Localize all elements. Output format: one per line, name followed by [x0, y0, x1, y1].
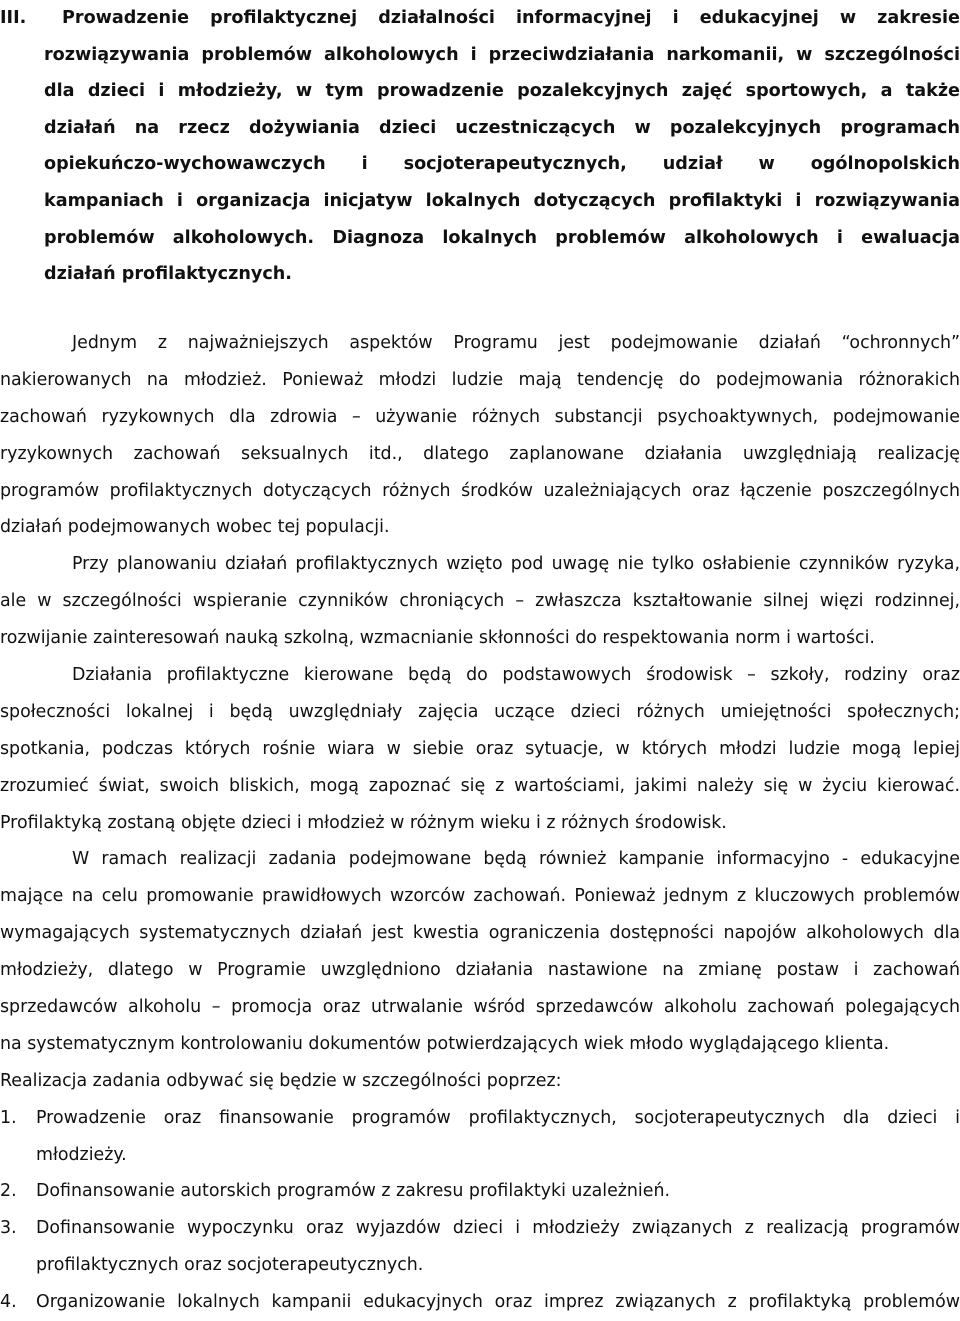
list-item-number: 4.: [0, 1292, 17, 1313]
paragraph-line: Przy planowaniu działań profilaktycznych wzięto pod uwagę nie tylko osłabienie czynników ryzyka,: [72, 554, 960, 575]
paragraph-line: Działania profilaktyczne kierowane będą do podstawowych środowisk – szkoły, rodziny oraz: [72, 665, 960, 686]
heading-line: III. Prowadzenie profilaktycznej działalności informacyjnej i edukacyjnej w zakresie: [0, 0, 960, 37]
paragraph-line: spotkania, podczas których rośnie wiara w siebie oraz sytuacje, w których młodzi ludzie mogą lepiej: [0, 738, 960, 759]
paragraph-line: rozwijanie zainteresowań nauką szkolną, wzmacnianie skłonności do respektowania norm i wartości.: [0, 628, 875, 649]
paragraph-line: wymagających systematycznych działań jest kwestia ograniczenia dostępności napojów alkoholowych dla: [0, 923, 960, 944]
list-item-number: 2.: [0, 1181, 17, 1202]
paragraph-line: działań podejmowanych wobec tej populacji.: [0, 517, 390, 538]
heading-line: opiekuńczo-wychowawczych i socjoterapeutycznych, udział w ogólnopolskich: [44, 154, 960, 175]
heading-line: kampaniach i organizacja inicjatyw lokalnych dotyczących profilaktyki i rozwiązywania: [44, 190, 960, 211]
heading-line: rozwiązywania problemów alkoholowych i przeciwdziałania narkomanii, w szczególności: [44, 44, 960, 65]
list-item-number: 1.: [0, 1107, 17, 1128]
paragraph-line: społeczności lokalnej i będą uwzględniały zajęcia uczące dzieci różnych umiejętności społecznych;: [0, 701, 960, 722]
list-item-number: 3.: [0, 1218, 17, 1239]
paragraph-line: na systematycznym kontrolowaniu dokumentów potwierdzających wiek młodo wyglądającego klienta.: [0, 1033, 890, 1054]
paragraph-line: zachowań ryzykownych dla zdrowia – używanie różnych substancji psychoaktywnych, podejmowanie: [0, 406, 960, 427]
list-item-continuation: młodzieży.: [36, 1144, 127, 1165]
paragraph-line: ryzykownych zachowań seksualnych itd., dlatego zaplanowane działania uwzględniają realizację: [0, 443, 960, 464]
heading-line: działań na rzecz dożywiania dzieci uczestniczących w pozalekcyjnych programach: [44, 117, 960, 138]
paragraph-line: zrozumieć świat, swoich bliskich, mogą zapoznać się z wartościami, jakimi należy się w życiu kierować.: [0, 775, 960, 796]
list-item-continuation: profilaktycznych oraz socjoterapeutycznych.: [36, 1255, 424, 1276]
section-number: III.: [0, 8, 27, 28]
list-item: 2. Dofinansowanie autorskich programów z zakresu profilaktyki uzależnień.: [0, 1173, 960, 1210]
paragraph-line: nakierowanych na młodzież. Ponieważ młodzi ludzie mają tendencję do podejmowania różnorakich: [0, 369, 960, 390]
heading-line: dla dzieci i młodzieży, w tym prowadzenie pozalekcyjnych zajęć sportowych, a także: [44, 81, 960, 102]
paragraph-line: Profilaktyką zostaną objęte dzieci i młodzież w różnym wieku i z różnych środowisk.: [0, 812, 727, 833]
list-item: 3. Dofinansowanie wypoczynku oraz wyjazdów dzieci i młodzieży związanych z realizacją programów: [0, 1210, 960, 1247]
list-item: 4. Organizowanie lokalnych kampanii edukacyjnych oraz imprez związanych z profilaktyką problemów: [0, 1284, 960, 1321]
paragraph-line: programów profilaktycznych dotyczących różnych środków uzależniających oraz łączenie poszczególnych: [0, 480, 960, 501]
paragraph-line: sprzedawców alkoholu – promocja oraz utrwalanie wśród sprzedawców alkoholu zachowań polegających: [0, 997, 960, 1018]
heading-line: problemów alkoholowych. Diagnoza lokalnych problemów alkoholowych i ewaluacja: [44, 227, 960, 248]
paragraph-line: Jednym z najważniejszych aspektów Programu jest podejmowanie działań “ochronnych”: [72, 333, 960, 353]
list-item: 1. Prowadzenie oraz finansowanie programów profilaktycznych, socjoterapeutycznych dla dzieci i: [0, 1100, 960, 1137]
paragraph-line: W ramach realizacji zadania podejmowane będą również kampanie informacyjno - edukacyjne: [72, 849, 960, 870]
body-text: [0, 325, 960, 1321]
paragraph-line: mające na celu promowanie prawidłowych wzorców zachowań. Ponieważ jednym z kluczowych problemów: [0, 886, 960, 907]
section-heading: [0, 0, 960, 293]
paragraph-line: młodzieży, dlatego w Programie uwzględniono działania nastawione na zmianę postaw i zachowań: [0, 960, 960, 981]
paragraph-line: Realizacja zadania odbywać się będzie w szczególności poprzez:: [0, 1070, 562, 1091]
heading-line: działań profilaktycznych.: [44, 264, 292, 285]
paragraph-line: ale w szczególności wspieranie czynników chroniących – zwłaszcza kształtowanie silnej więzi rodzinnej,: [0, 591, 960, 612]
